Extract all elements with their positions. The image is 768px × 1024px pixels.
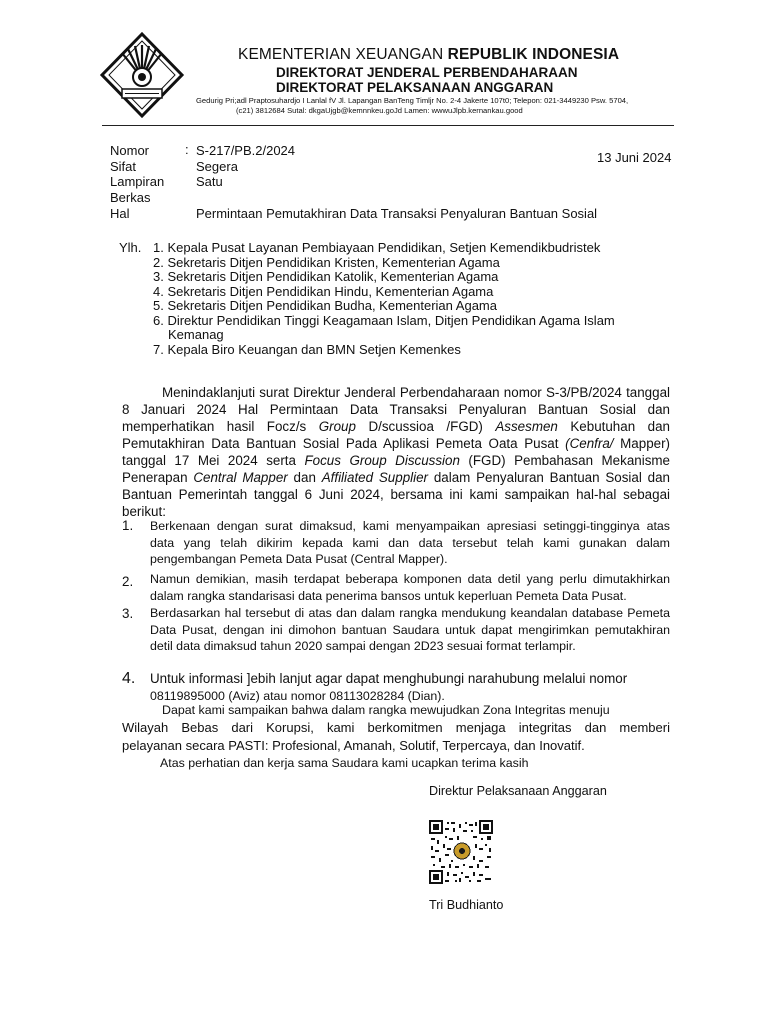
letter-date: 13 Juni 2024 [597, 150, 672, 165]
ministry-name: KEMENTERIAN XEUANGAN REPUBLIK INDONESIA [238, 46, 620, 63]
point-1: Berkenaan dengan surat dimaksud, kami menyampaikan apresiasi setinggi-tingginya atas data yang telah dikirim kepada kami dan data tersebut telah kami gunakan dalam pengembangan Pemeta Data Pusat (Central Mapper). [150, 519, 670, 566]
address-line-1: Gedurig Pri;adl Praptosuhardjo I Lanlal fV Jl. Lapangan BanTeng Timljr No. 2-4 Jakerte 107t0; Telepon: 021-3449230 Psw. 5704, [196, 96, 629, 105]
hal-value: Permintaan Pemutakhiran Data Transaksi Penyaluran Bantuan Sosial [196, 206, 598, 221]
item-number: 2. [122, 574, 134, 589]
sifat-label: Sifat [110, 159, 137, 174]
item-number: 1. [122, 518, 134, 533]
signatory-name: Tri Budhianto [429, 898, 504, 912]
point-3: Berdasarkan hal tersebut di atas dan dalam rangka mendukung keandalan database Pemeta Data Pusat, dengan ini dimohon bantuan Saudara untuk dapat mengirimkan pemutakhiran detil data dimaksud tahun 2020 sampai dengan 2D23 sesuai format terlampir. [150, 606, 670, 653]
item-number: 3. [122, 606, 134, 621]
directorate: DIREKTORAT PELAKSANAAN ANGGARAN [276, 80, 554, 95]
sifat-value: Segera [196, 159, 238, 174]
recipient-item: 3. Sekretaris Ditjen Pendidikan Katolik, Kementerian Agama [153, 269, 499, 284]
berkas-label: Berkas [110, 190, 151, 205]
hal-label: Hal [110, 206, 130, 221]
item-number: 4. [122, 670, 136, 687]
signatory-title: Direktur Pelaksanaan Anggaran [429, 784, 607, 798]
nomor-label: Nomor [110, 143, 150, 158]
recipient-item: 7. Kepala Biro Keuangan dan BMN Setjen Kemenkes [153, 342, 461, 357]
opening-paragraph: Menindaklanjuti surat Direktur Jenderal Perbendaharaan nomor S-3/PB/2024 tanggal 8 Januari 2024 Hal Permintaan Data Transaksi Penyaluran Bantuan Sosial dan memperhatikan hasil Focz/s Group D/scussioa /FGD) Assesmen Kebutuhan dan Pemutakhiran Data Bantuan Sosial Pada Aplikasi Pemeta Oata Pusat (Cenfra/ Mapper) tanggal 17 Mei 2024 serta Focus Group Discussion (FGD) Pembahasan Mekanisme Penerapan Central Mapper dan Affiliated Supplier dalam Penyaluran Bantuan Sosial dan Bantuan Pemerintah tanggal 6 Juni 2024, bersama ini kami sampaikan hal-hal sebagai berikut: [122, 385, 671, 519]
ministry-logo [98, 31, 186, 119]
point-4-line-1: Untuk informasi ]ebih lanjut agar dapat menghubungi narahubung melalui nomor [150, 671, 628, 686]
header-rule [102, 125, 674, 126]
recipient-item: 4. Sekretaris Ditjen Pendidikan Hindu, Kementerian Agama [153, 284, 494, 299]
recipient-item: 1. Kepala Pusat Layanan Pembiayaan Pendidikan, Setjen Kemendikbudristek [153, 240, 601, 255]
directorate-general: DIREKTORAT JENDERAL PERBENDAHARAAN [276, 65, 578, 80]
nomor-colon: : [185, 142, 189, 157]
recipient-item: 2. Sekretaris Ditjen Pendidikan Kristen, Kementerian Agama [153, 255, 500, 270]
nomor-value: S-217/PB.2/2024 [196, 143, 296, 158]
recipient-item: 5. Sekretaris Ditjen Pendidikan Budha, Kementerian Agama [153, 298, 497, 313]
integrity-paragraph-line-1: Dapat kami sampaikan bahwa dalam rangka mewujudkan Zona Integritas menuju [162, 703, 610, 717]
point-4-line-2: 08119895000 (Aviz) atau nomor 08113028284 (Dian). [150, 689, 445, 703]
lampiran-label: Lampiran [110, 174, 165, 189]
recipient-item-continuation: Kemanag [168, 327, 224, 342]
recipient-salutation: Ylh. [119, 240, 142, 255]
qr-code-icon [429, 820, 493, 884]
lampiran-value: Satu [196, 174, 223, 189]
address-line-2: (c21) 3812684 Sutal: dkgaUjgb@kemnnkeu.goJd Lamen: wwwuJlpb.kernankau.good [236, 106, 523, 115]
integrity-paragraph-line-3: pelayanan secara PASTI: Profesional, Amanah, Solutif, Terpercaya, dan Inovatif. [122, 738, 585, 753]
point-2: Namun demikian, masih terdapat beberapa komponen data detil yang perlu dimutakhirkan dalam rangka standarisasi data penerima bansos untuk keperluan Pemeta Data Pusat. [150, 572, 670, 603]
thanks-paragraph: Atas perhatian dan kerja sama Saudara kami ucapkan terima kasih [160, 756, 529, 770]
integrity-paragraph-line-2: Wilayah Bebas dari Korupsi, kami berkomitmen menjaga integritas dan memberi [122, 720, 670, 735]
recipient-item: 6. Direktur Pendidikan Tinggi Keagamaan Islam, Ditjen Pendidikan Agama Islam [153, 313, 615, 328]
